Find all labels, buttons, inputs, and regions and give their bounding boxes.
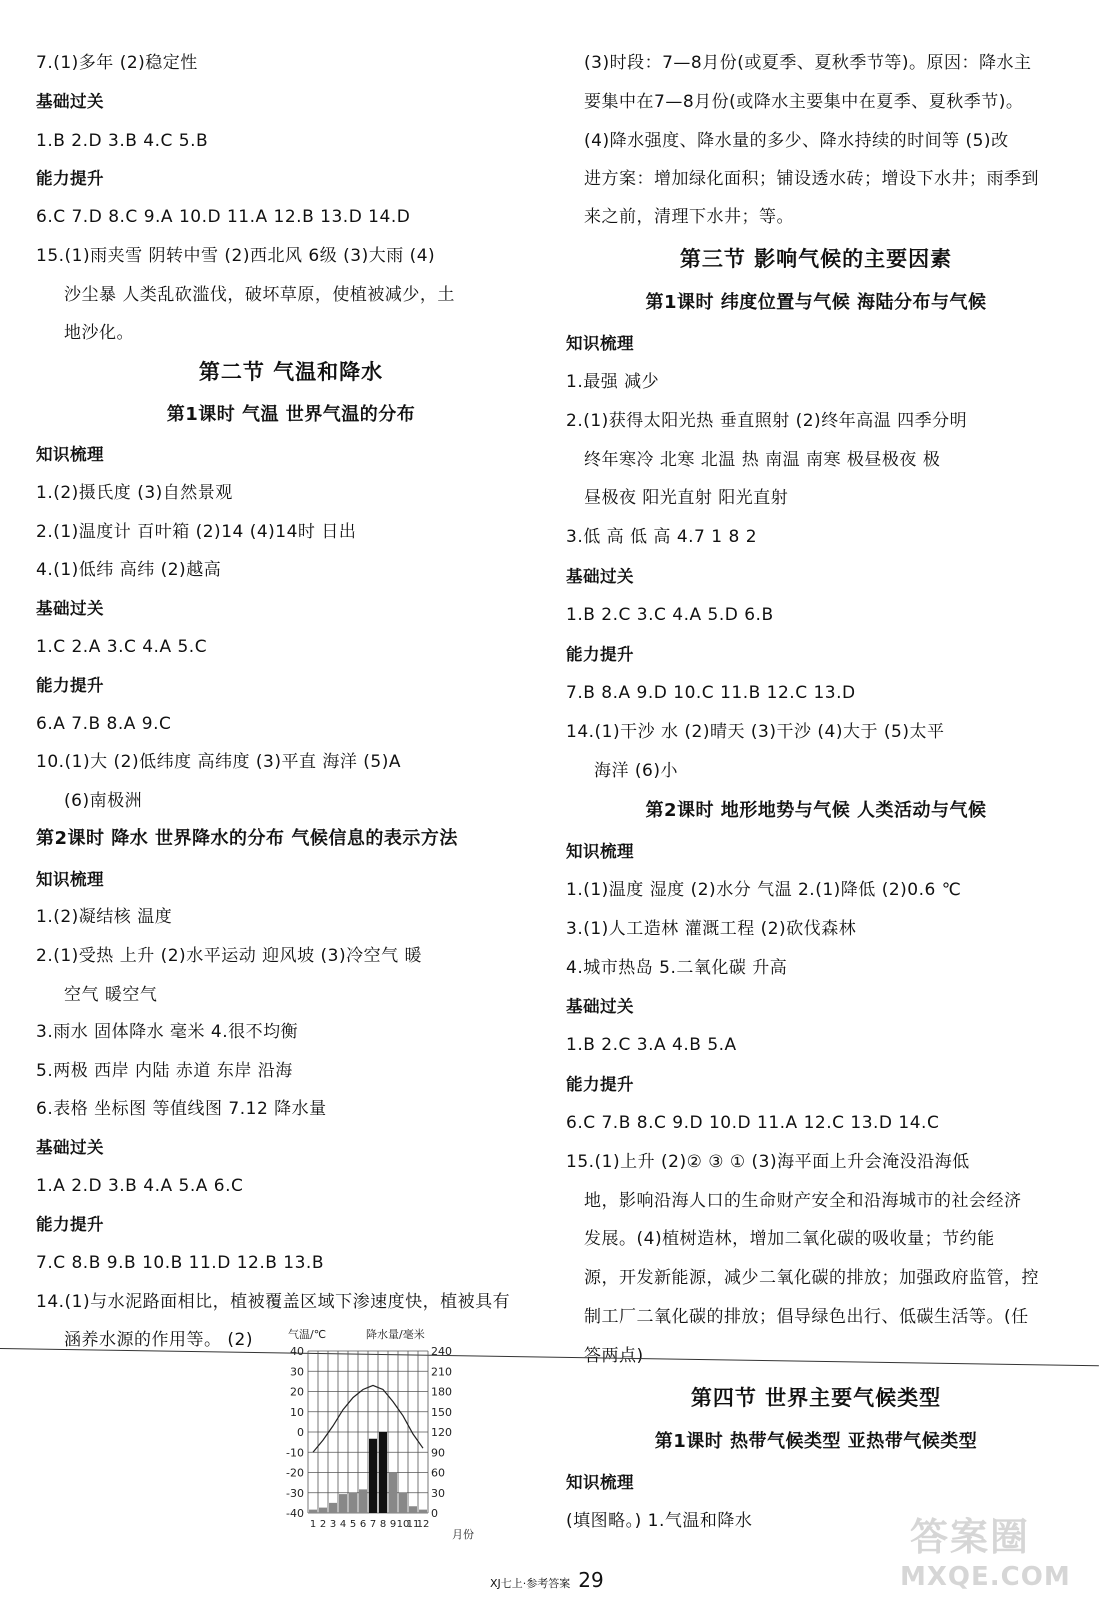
answer-line: 1.C 2.A 3.C 4.A 5.C: [36, 637, 208, 657]
y-tick-label-left: 0: [297, 1426, 304, 1439]
heading-knowledge: 知识梳理: [36, 870, 104, 889]
answer-line: 4.(1)低纬 高纬 (2)越高: [36, 560, 222, 580]
y-tick-label-left: 30: [290, 1365, 304, 1379]
x-tick-label: 1: [309, 1519, 317, 1530]
answer-line: 3.(1)人工造林 灌溉工程 (2)砍伐森林: [566, 919, 857, 939]
answer-line: 15.(1)上升 (2)② ③ ① (3)海平面上升会淹没沿海低: [566, 1152, 970, 1172]
answer-line: 7.B 8.A 9.D 10.C 11.B 12.C 13.D: [566, 683, 856, 703]
watermark-url: MXQE.COM: [900, 1562, 1071, 1592]
precipitation-bar: [399, 1493, 407, 1513]
precipitation-bar: [359, 1489, 367, 1513]
answer-line: 制工厂二氧化碳的排放；倡导绿色出行、低碳生活等。(任: [584, 1307, 1029, 1327]
answer-line: 终年寒冷 北寒 北温 热 南温 南寒 极昼极夜 极: [584, 450, 941, 470]
answer-line: 3.低 高 低 高 4.7 1 8 2: [566, 527, 758, 547]
answer-line: 7.C 8.B 9.B 10.B 11.D 12.B 13.B: [36, 1253, 324, 1273]
y-tick-label-right: 210: [431, 1365, 452, 1379]
answer-line: (3)时段：7—8月份(或夏季、夏秋季节等)。原因：降水主: [584, 53, 1032, 73]
heading-ability: 能力提升: [36, 1215, 104, 1234]
answer-line: 进方案：增加绿化面积；铺设透水砖；增设下水井；雨季到: [584, 169, 1039, 189]
answer-line: 2.(1)受热 上升 (2)水平运动 迎风坡 (3)冷空气 暖: [36, 946, 422, 966]
climate-chart: [270, 1325, 474, 1541]
footer-label: XJ七上·参考答案: [490, 1577, 571, 1590]
heading-ability: 能力提升: [566, 1075, 634, 1094]
x-tick-label: 5: [349, 1519, 357, 1530]
answer-line: 2.(1)获得太阳光热 垂直照射 (2)终年高温 四季分明: [566, 411, 968, 431]
answer-line: 1.最强 减少: [566, 372, 660, 392]
answer-line: 答两点): [584, 1346, 644, 1366]
precipitation-bar: [329, 1503, 337, 1513]
heading-ability: 能力提升: [36, 676, 104, 695]
y-tick-label-right: 0: [431, 1507, 438, 1520]
heading-ability: 能力提升: [36, 169, 104, 188]
answer-line: 1.(1)温度 湿度 (2)水分 气温 2.(1)降低 (2)0.6 ℃: [566, 880, 962, 900]
y-tick-label-right: 60: [431, 1466, 445, 1480]
lesson-title: 第2课时 地形地势与气候 人类活动与气候: [645, 800, 987, 821]
y-tick-label-left: 10: [290, 1405, 304, 1419]
precipitation-bar: [389, 1473, 397, 1514]
answer-line: 5.两极 西岸 内陆 赤道 东岸 沿海: [36, 1061, 293, 1081]
climate-chart-svg: [270, 1325, 474, 1541]
y-tick-label-left: -30: [286, 1486, 304, 1500]
answer-line: 6.表格 坐标图 等值线图 7.12 降水量: [36, 1099, 327, 1119]
page-footer: [490, 1568, 604, 1592]
section-title: 第二节 气温和降水: [198, 360, 384, 384]
heading-basic: 基础过关: [566, 567, 634, 586]
x-tick-label: 9: [389, 1519, 397, 1530]
lesson-title: 第2课时 降水 世界降水的分布 气候信息的表示方法: [36, 828, 458, 849]
y-tick-label-right: 180: [431, 1385, 452, 1399]
answer-line: 14.(1)干沙 水 (2)晴天 (3)干沙 (4)大于 (5)太平: [566, 722, 945, 742]
lesson-title: 第1课时 气温 世界气温的分布: [166, 404, 416, 425]
watermark-title: 答案圈: [910, 1515, 1031, 1559]
answer-line: 15.(1)雨夹雪 阴转中雪 (2)西北风 6级 (3)大雨 (4): [36, 246, 436, 266]
answer-line: (4)降水强度、降水量的多少、降水持续的时间等 (5)改: [584, 131, 1009, 151]
precipitation-bar: [309, 1510, 317, 1513]
x-tick-label: 7: [369, 1519, 377, 1530]
y-tick-label-right: 240: [431, 1345, 452, 1358]
answer-line: 发展。(4)植树造林，增加二氧化碳的吸收量；节约能: [584, 1229, 995, 1249]
answer-line: 海洋 (6)小: [594, 761, 678, 781]
answer-line: 空气 暖空气: [64, 985, 158, 1005]
x-tick-label: 4: [339, 1519, 347, 1530]
y-tick-label-left: -40: [286, 1507, 304, 1520]
y-tick-label-right: 150: [431, 1405, 452, 1419]
heading-basic: 基础过关: [36, 1138, 104, 1157]
answer-line: 地沙化。: [64, 323, 134, 343]
x-tick-label: 2: [319, 1519, 327, 1530]
heading-knowledge: 知识梳理: [566, 842, 634, 861]
y-tick-label-right: 120: [431, 1426, 452, 1439]
x-tick-label: 12: [416, 1519, 430, 1530]
answer-line: 1.B 2.D 3.B 4.C 5.B: [36, 131, 209, 151]
heading-knowledge: 知识梳理: [566, 1473, 634, 1492]
heading-ability: 能力提升: [566, 645, 634, 664]
y-tick-label-right: 90: [431, 1446, 445, 1460]
y-tick-label-left: 20: [290, 1385, 304, 1399]
answer-line: 1.B 2.C 3.A 4.B 5.A: [566, 1035, 737, 1055]
answer-line: 昼极夜 阳光直射 阳光直射: [584, 488, 789, 508]
heading-basic: 基础过关: [36, 92, 104, 111]
answer-line: 1.(2)摄氏度 (3)自然景观: [36, 483, 233, 503]
x-tick-label: 6: [359, 1519, 367, 1530]
answer-line: 1.(2)凝结核 温度: [36, 907, 173, 927]
heading-knowledge: 知识梳理: [36, 445, 104, 464]
answer-line: 沙尘暴 人类乱砍滥伐，破坏草原，使植被减少，土: [64, 285, 455, 305]
precipitation-bar: [409, 1506, 417, 1513]
xlabel: 月份: [452, 1528, 474, 1541]
answer-line: 14.(1)与水泥路面相比，植被覆盖区域下渗速度快，植被具有: [36, 1292, 511, 1312]
x-tick-label: 11: [406, 1519, 420, 1530]
answer-line: (6)南极洲: [64, 791, 143, 811]
answer-line: 1.A 2.D 3.B 4.A 5.A 6.C: [36, 1176, 244, 1196]
answer-line: 6.C 7.D 8.C 9.A 10.D 11.A 12.B 13.D 14.D: [36, 207, 411, 227]
divider-line: [0, 1348, 1099, 1366]
precipitation-bar: [319, 1508, 327, 1513]
precipitation-bar: [379, 1432, 387, 1513]
x-tick-label: 8: [379, 1519, 387, 1530]
x-tick-label: 3: [329, 1519, 337, 1530]
answer-line: (填图略。) 1.气温和降水: [566, 1511, 753, 1531]
answer-line: 6.C 7.B 8.C 9.D 10.D 11.A 12.C 13.D 14.C: [566, 1113, 940, 1133]
x-tick-label: 10: [396, 1519, 410, 1530]
y-tick-label-left: 40: [290, 1345, 304, 1358]
answer-line: 地，影响沿海人口的生命财产安全和沿海城市的社会经济: [584, 1191, 1022, 1211]
y-tick-label-left: -10: [286, 1446, 304, 1460]
heading-knowledge: 知识梳理: [566, 334, 634, 353]
watermark-logo: [900, 1506, 1090, 1596]
section-title: 第四节 世界主要气候类型: [690, 1386, 942, 1410]
heading-basic: 基础过关: [36, 599, 104, 618]
precipitation-bar: [339, 1494, 347, 1513]
precipitation-bar: [349, 1493, 357, 1513]
answer-line: 7.(1)多年 (2)稳定性: [36, 53, 198, 73]
precipitation-bar: [419, 1510, 427, 1513]
answer-line: 2.(1)温度计 百叶箱 (2)14 (4)14时 日出: [36, 522, 357, 542]
y-tick-label-left: -20: [286, 1466, 304, 1480]
section-title: 第三节 影响气候的主要因素: [679, 247, 953, 271]
answer-line: 来之前，清理下水井；等。: [584, 207, 794, 227]
lesson-title: 第1课时 热带气候类型 亚热带气候类型: [654, 1431, 978, 1452]
answer-line: 要集中在7—8月份(或降水主要集中在夏季、夏秋季节)。: [584, 92, 1024, 112]
answer-line: 6.A 7.B 8.A 9.C: [36, 714, 172, 734]
answer-line: 10.(1)大 (2)低纬度 高纬度 (3)平直 海洋 (5)A: [36, 752, 402, 772]
answer-line: 4.城市热岛 5.二氧化碳 升高: [566, 958, 788, 978]
y-tick-label-right: 30: [431, 1486, 445, 1500]
answer-line: 涵养水源的作用等。 (2): [64, 1330, 253, 1350]
answer-line: 3.雨水 固体降水 毫米 4.很不均衡: [36, 1022, 299, 1042]
lesson-title: 第1课时 纬度位置与气候 海陆分布与气候: [645, 292, 987, 313]
ylabel-left: 气温/℃: [288, 1328, 327, 1341]
answer-line: 源，开发新能源，减少二氧化碳的排放；加强政府监管，控: [584, 1268, 1039, 1288]
heading-basic: 基础过关: [566, 997, 634, 1016]
ylabel-right: 降水量/毫米: [366, 1328, 425, 1341]
page-number: 29: [578, 1568, 604, 1592]
precipitation-bar: [369, 1439, 377, 1513]
answer-line: 1.B 2.C 3.C 4.A 5.D 6.B: [566, 605, 774, 625]
